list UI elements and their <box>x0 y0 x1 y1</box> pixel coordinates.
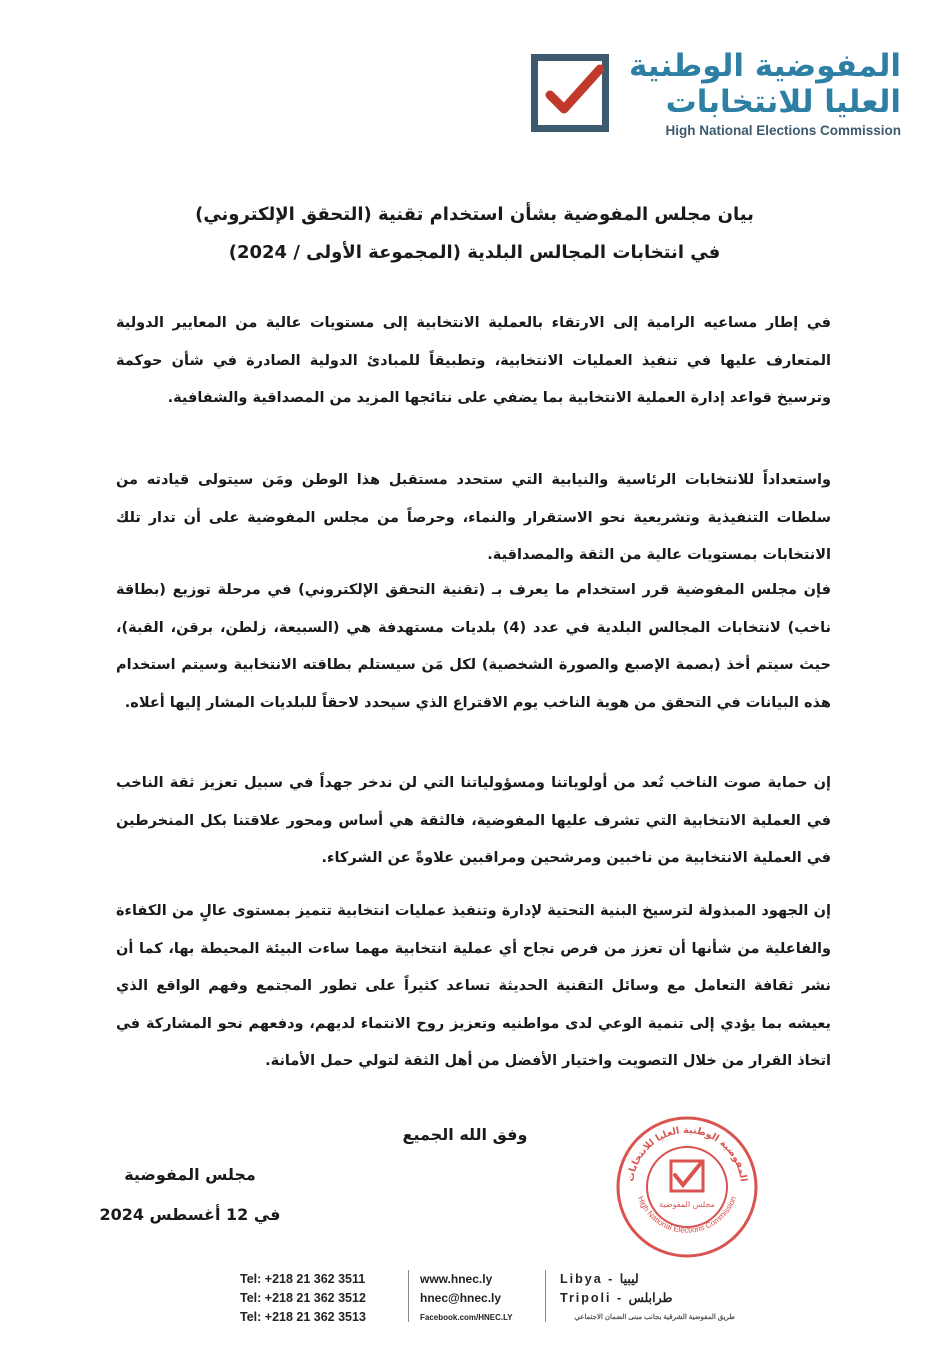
official-seal <box>615 1115 760 1260</box>
footer-location <box>560 1270 735 1327</box>
logo-arabic-line1: المفوضية الوطنية <box>628 48 901 84</box>
title-line-1: بيان مجلس المفوضية بشأن استخدام تقنية (التحقق الإلكتروني) <box>195 204 754 225</box>
paragraph-5: إن الجهود المبذولة لترسيخ البنية التحتية لإدارة وتنفيذ عمليات انتخابية تتميز بمستوى عالٍ من الكفاءة والفاعلية من شأنها أن تعزز من فرص نجاح أي عملية انتخابية مهما ساءت البيئة المحيطة بها، كما أن نشر ثقافة التعامل مع وسائل التقنية الحديثة تساعد كثيراً على تطور المجتمع وفهم الواقع الذي يعيشه بما يؤدي إلى تنمية الوعي لدى مواطنيه وتعزيز روح الانتماء لديهم، ودفعهم نحو المشاركة في اتخاذ القرار من خلال التصويت واختيار الأفضل من أهل الثقة لتولي حمل الأمانة. <box>116 903 831 1069</box>
hnec-logo <box>531 48 901 143</box>
svg-text:مجلس المفوضية: مجلس المفوضية <box>659 1200 715 1209</box>
paragraph-4: إن حماية صوت الناخب تُعد من أولوياتنا ومسؤولياتنا التي لن ندخر جهداً في سبيل تعزيز ثقة الناخب في العملية الانتخابية التي تشرف عليها المفوضية، فالثقة هي أساس ومحور علاقتنا بكل المنخرطين في العملية الانتخابية من ناخبين ومرشحين ومراقبين علاوةً عن الشركاء. <box>116 775 831 866</box>
logo-check-box <box>531 54 609 132</box>
footer-city: Tripoli - طرابلس <box>560 1291 673 1305</box>
svg-text:High National Elections Commis: High National Elections Commission <box>635 1194 739 1235</box>
footer-divider-1 <box>408 1270 409 1322</box>
footer-country: Libya - ليبيا <box>560 1272 639 1286</box>
footer-email[interactable]: hnec@hnec.ly <box>420 1291 502 1305</box>
footer-phones <box>240 1270 400 1327</box>
footer-address: طريق المفوضية الشرقية بجانب مبنى الضمان الاجتماعي <box>574 1314 735 1321</box>
footer-tel-1: Tel: +218 21 362 3511 <box>240 1272 366 1286</box>
document-title <box>100 196 849 272</box>
footer-tel-3: Tel: +218 21 362 3513 <box>240 1310 366 1324</box>
paragraph-1: في إطار مساعيه الرامية إلى الارتقاء بالعملية الانتخابية إلى مستويات عالية من المعايير الدولية المتعارف عليها في تنفيذ العمليات الانتخابية، وتطبيقاً للمبادئ الدولية الصادرة في شأن حوكمة وترسيخ قواعد إدارة العملية الانتخابية بما يضفي على نتائجها المزيد من المصداقية والشفافية. <box>116 315 831 406</box>
paragraph-2: واستعداداً للانتخابات الرئاسية والنيابية التي ستحدد مستقبل هذا الوطن ومَن سيتولى قيادته من سلطات التنفيذية وتشريعية نحو الاستقرار والنماء، وحرصاً من مجلس المفوضية على أن تدار تلك الانتخابات بمستويات عالية من الثقة والمصداقية. <box>116 472 831 563</box>
logo-arabic-line2: العليا للانتخابات <box>665 84 901 120</box>
svg-text:المفوضية الوطنية العليا للانتخ: المفوضية الوطنية العليا للانتخابات <box>625 1124 749 1183</box>
footer-divider-2 <box>545 1270 546 1322</box>
footer-tel-2: Tel: +218 21 362 3512 <box>240 1291 366 1305</box>
document-date: في 12 أغسطس 2024 <box>99 1205 281 1224</box>
paragraph-3: فإن مجلس المفوضية قرر استخدام ما يعرف بـ (تقنية التحقق الإلكتروني) في مرحلة توزيع (بطاقة ناخب) لانتخابات المجالس البلدية في عدد (4) بلديات مستهدفة هي (السبيعة، زلطن، برقن، القبة)، حيث سيتم أخذ (بصمة الإصبع والصورة الشخصية) لكل مَن سيستلم بطاقته الانتخابية وسيتم استخدام هذه البيانات في التحقق من هوية الناخب يوم الاقتراع الذي سيحدد لاحقاً للبلديات المشار إليها أعلاه. <box>116 582 831 711</box>
footer-website[interactable]: www.hnec.ly <box>420 1272 493 1286</box>
check-mark-icon <box>540 61 604 125</box>
logo-english-name: High National Elections Commission <box>665 123 901 138</box>
footer-web <box>420 1270 535 1327</box>
signatory: مجلس المفوضية <box>124 1165 256 1184</box>
footer-facebook[interactable]: Facebook.com/HNEC.LY <box>420 1313 513 1322</box>
title-line-2: في انتخابات المجالس البلدية (المجموعة الأولى / 2024) <box>228 242 721 263</box>
closing-blessing: وفق الله الجميع <box>402 1125 528 1144</box>
